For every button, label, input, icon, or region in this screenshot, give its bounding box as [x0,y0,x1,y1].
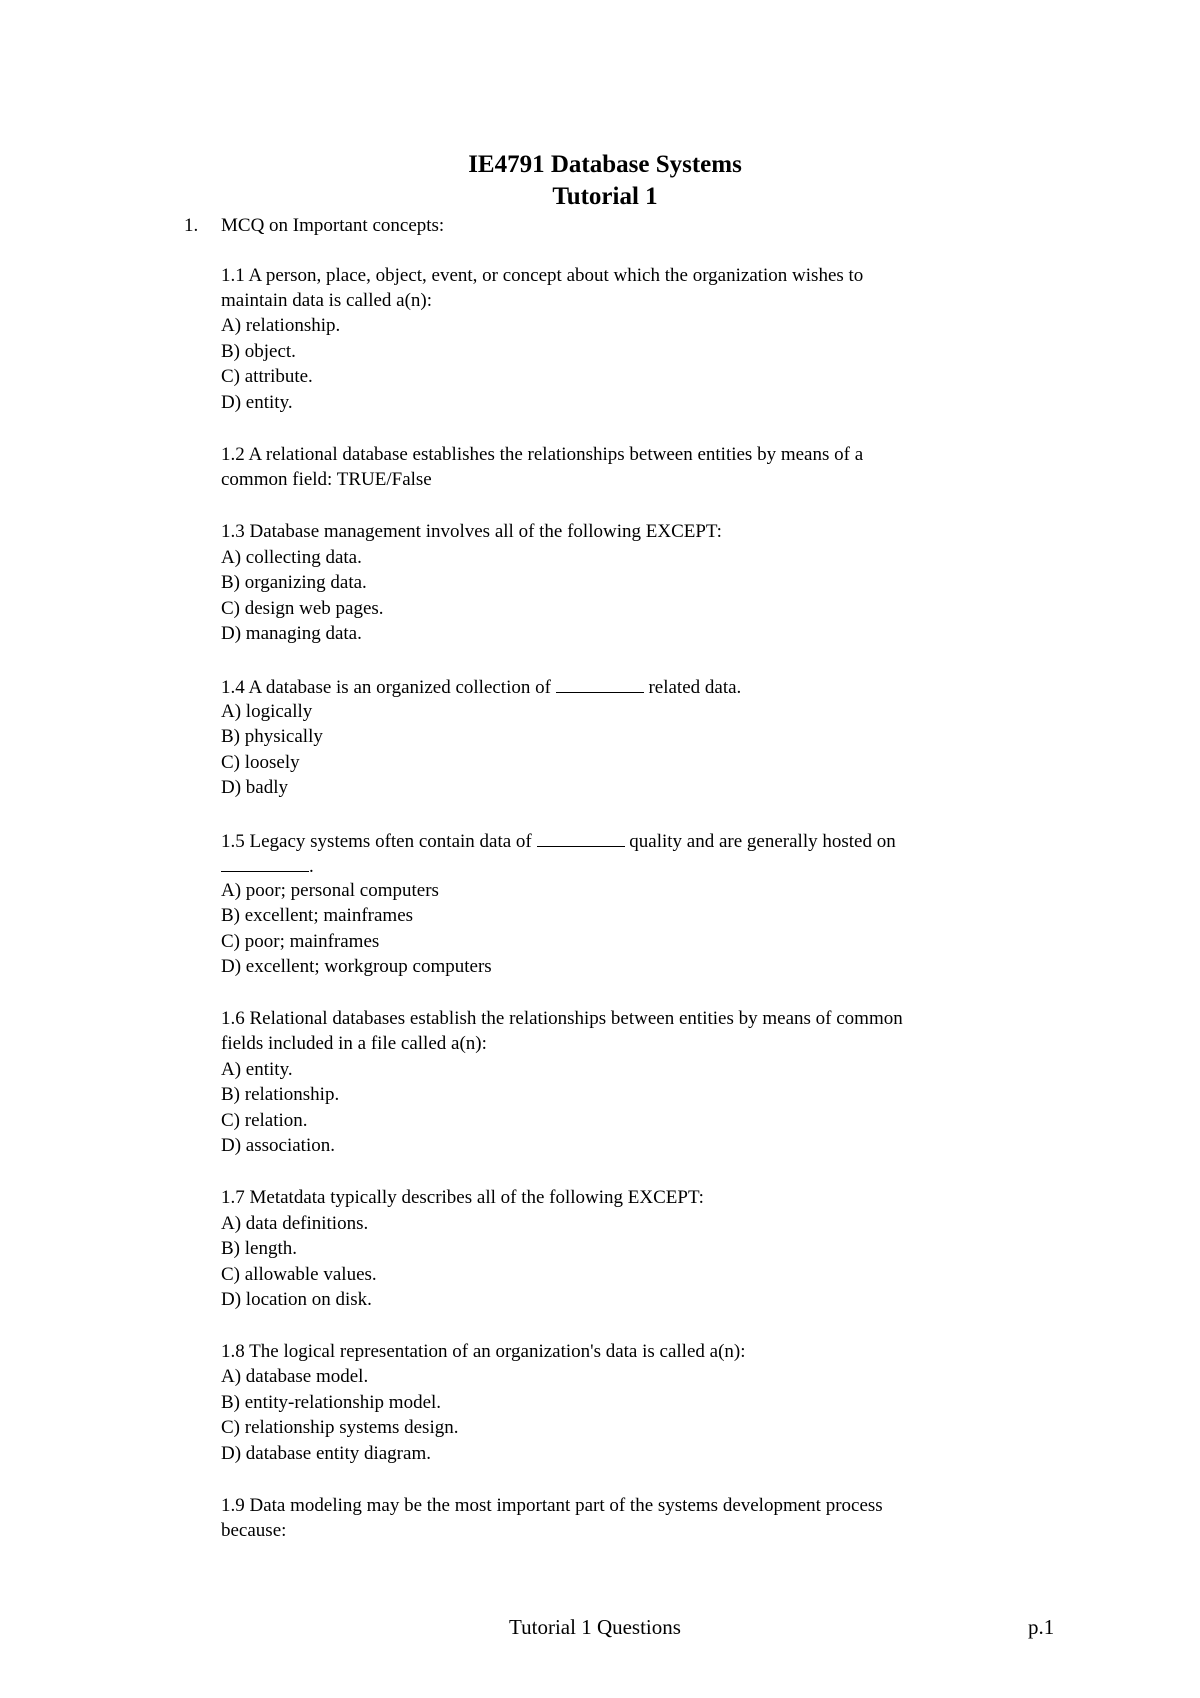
question-1-7-option-b: B) length. [221,1238,297,1259]
question-1-6-option-d: D) association. [221,1135,335,1156]
question-1-4-option-b: B) physically [221,726,323,747]
question-1-3-option-b: B) organizing data. [221,572,367,593]
question-1-6-line-2: fields included in a file called a(n): [221,1033,487,1054]
question-1-1-line-1: 1.1 A person, place, object, event, or concept about which the organization wishes to [221,265,864,286]
question-1-7-option-d: D) location on disk. [221,1289,372,1310]
question-1-5-text-post: quality and are generally hosted on [624,831,896,852]
question-1-8-option-b: B) entity-relationship model. [221,1392,442,1413]
question-1-6-option-b: B) relationship. [221,1084,340,1105]
question-1-2-line-1: 1.2 A relational database establishes the relationships between entities by means of a [221,444,864,465]
question-1-3-option-d: D) managing data. [221,623,362,644]
section-heading: MCQ on Important concepts: [221,215,445,236]
question-1-7-line-1: 1.7 Metatdata typically describes all of the following EXCEPT: [221,1187,704,1208]
question-1-9-line-1: 1.9 Data modeling may be the most important part of the systems development process [221,1495,883,1516]
question-1-5-option-b: B) excellent; mainframes [221,905,414,926]
document-title: IE4791 Database Systems [468,151,742,178]
question-1-4-line-1 [221,674,741,700]
answer-blank [221,853,309,872]
question-1-2-line-2: common field: TRUE/False [221,469,432,490]
question-1-4-option-d: D) badly [221,777,289,798]
document-subtitle: Tutorial 1 [552,183,658,210]
question-1-4-text-pre: 1.4 A database is an organized collection of [221,677,556,698]
question-1-5-option-c: C) poor; mainframes [221,931,380,952]
question-1-3-line-1: 1.3 Database management involves all of the following EXCEPT: [221,521,722,542]
question-1-7-option-c: C) allowable values. [221,1264,377,1285]
answer-blank [556,674,644,693]
question-1-6-option-a: A) entity. [221,1059,293,1080]
question-1-1-option-b: B) object. [221,341,296,362]
question-1-5-option-a: A) poor; personal computers [221,880,439,901]
question-1-4-option-c: C) loosely [221,752,300,773]
question-1-5-line-2 [221,853,314,879]
question-1-5-option-d: D) excellent; workgroup computers [221,956,492,977]
question-1-1-option-a: A) relationship. [221,315,341,336]
section-number: 1. [184,215,199,236]
question-1-4-text-post: related data. [643,677,742,698]
question-1-8-line-1: 1.8 The logical representation of an organization's data is called a(n): [221,1341,746,1362]
question-1-5-line-1 [221,828,896,854]
question-1-8-option-d: D) database entity diagram. [221,1443,431,1464]
question-1-1-option-c: C) attribute. [221,366,313,387]
question-1-6-line-1: 1.6 Relational databases establish the relationships between entities by means of common [221,1008,903,1029]
question-1-9-line-2: because: [221,1520,287,1541]
question-1-5-text-end: . [309,856,314,877]
page-footer-title: Tutorial 1 Questions [509,1615,681,1639]
question-1-1-option-d: D) entity. [221,392,293,413]
question-1-3-option-a: A) collecting data. [221,547,362,568]
page-number: p.1 [1028,1615,1055,1639]
question-1-4-option-a: A) logically [221,701,313,722]
question-1-1-line-2: maintain data is called a(n): [221,290,433,311]
question-1-8-option-c: C) relationship systems design. [221,1417,459,1438]
question-1-8-option-a: A) database model. [221,1366,369,1387]
question-1-3-option-c: C) design web pages. [221,598,384,619]
question-1-5-text-pre: 1.5 Legacy systems often contain data of [221,831,537,852]
answer-blank [537,828,625,847]
question-1-6-option-c: C) relation. [221,1110,308,1131]
question-1-7-option-a: A) data definitions. [221,1213,369,1234]
